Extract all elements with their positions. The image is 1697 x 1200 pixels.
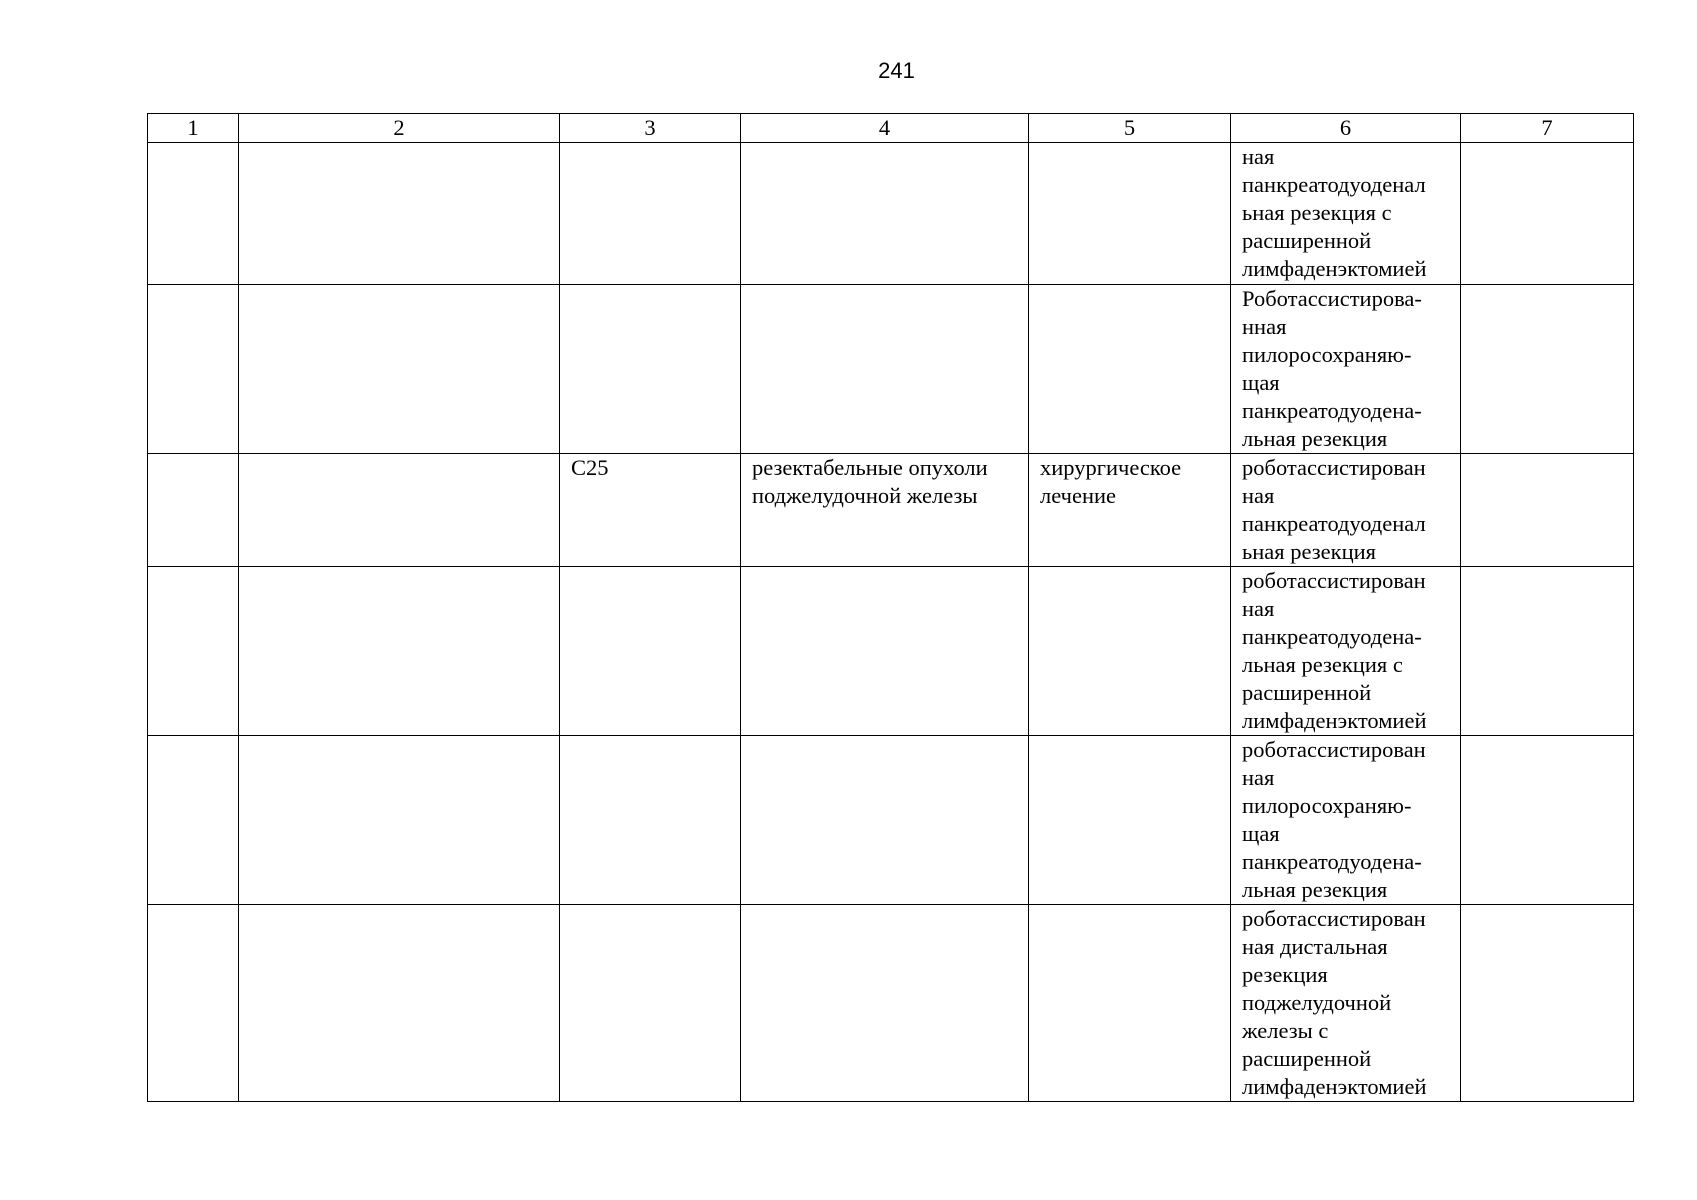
- column-header: 4: [741, 114, 1029, 143]
- table-cell: [560, 143, 741, 285]
- table-cell: [560, 454, 741, 567]
- table-cell: [741, 567, 1029, 736]
- procedure-text: роботассистирован ная дистальная резекция поджелудочной железы с расширенной лимфаденэктомией: [1242, 906, 1427, 1099]
- table-row: [148, 454, 1634, 567]
- table-cell: [1029, 285, 1231, 454]
- table-cell: [1461, 905, 1634, 1102]
- column-header: 3: [560, 114, 741, 143]
- table-row: [148, 285, 1634, 454]
- treatment-type: хирургическое лечение: [1040, 455, 1182, 508]
- column-header: 6: [1231, 114, 1461, 143]
- table-cell: [741, 454, 1029, 567]
- table-row: [148, 736, 1634, 905]
- table-cell: [239, 905, 560, 1102]
- table-cell: [1231, 143, 1461, 285]
- table-cell: [239, 454, 560, 567]
- table-cell: [148, 567, 239, 736]
- header-row: [148, 114, 1634, 143]
- table-cell: [239, 736, 560, 905]
- column-header: 7: [1461, 114, 1634, 143]
- table-cell: [560, 736, 741, 905]
- table-cell: [239, 285, 560, 454]
- procedures-table: [147, 113, 1634, 1102]
- procedure-text: роботассистирован ная панкреатодуоденал ьная резекция: [1242, 455, 1426, 564]
- table-cell: [148, 143, 239, 285]
- table-cell: [741, 285, 1029, 454]
- column-header: 1: [148, 114, 239, 143]
- diagnosis-text: резектабельные опухоли поджелудочной железы: [752, 455, 988, 508]
- page-number: 241: [878, 58, 915, 83]
- cell-text: ная панкреатодуоденал ьная резекция с расширенной лимфаденэктомией: [1242, 144, 1427, 281]
- table-cell: [239, 567, 560, 736]
- table-cell: [239, 143, 560, 285]
- table-cell: [148, 454, 239, 567]
- table-cell: [1461, 454, 1634, 567]
- table-cell: [148, 285, 239, 454]
- table-cell: [1461, 567, 1634, 736]
- table-row: [148, 905, 1634, 1102]
- table-cell: [148, 736, 239, 905]
- table-cell: [1461, 143, 1634, 285]
- table-row: [148, 567, 1634, 736]
- icd-code: C25: [571, 455, 609, 480]
- table-cell: [1461, 736, 1634, 905]
- table-cell: [1029, 736, 1231, 905]
- table-cell: [1029, 454, 1231, 567]
- column-header: 5: [1029, 114, 1231, 143]
- table-cell: [1231, 736, 1461, 905]
- table-cell: [741, 905, 1029, 1102]
- procedure-text: роботассистирован ная пилоросохраняю- щая панкреатодуодена- льная резекция: [1242, 737, 1426, 902]
- table-cell: [560, 567, 741, 736]
- table-cell: [741, 143, 1029, 285]
- table-cell: [1231, 905, 1461, 1102]
- table-cell: [1461, 285, 1634, 454]
- table-cell: [1231, 285, 1461, 454]
- table-cell: [560, 905, 741, 1102]
- table-cell: [1029, 143, 1231, 285]
- table-cell: [148, 905, 239, 1102]
- cell-text: Роботассистирова- нная пилоросохраняю- щая панкреатодуодена- льная резекция: [1242, 286, 1422, 451]
- column-header: 2: [239, 114, 560, 143]
- table-row: [148, 143, 1634, 285]
- table-cell: [1231, 567, 1461, 736]
- table-cell: [1231, 454, 1461, 567]
- table-cell: [741, 736, 1029, 905]
- table-cell: [1029, 567, 1231, 736]
- procedure-text: роботассистирован ная панкреатодуодена- льная резекция с расширенной лимфаденэктомией: [1242, 568, 1427, 733]
- table-cell: [560, 285, 741, 454]
- table-cell: [1029, 905, 1231, 1102]
